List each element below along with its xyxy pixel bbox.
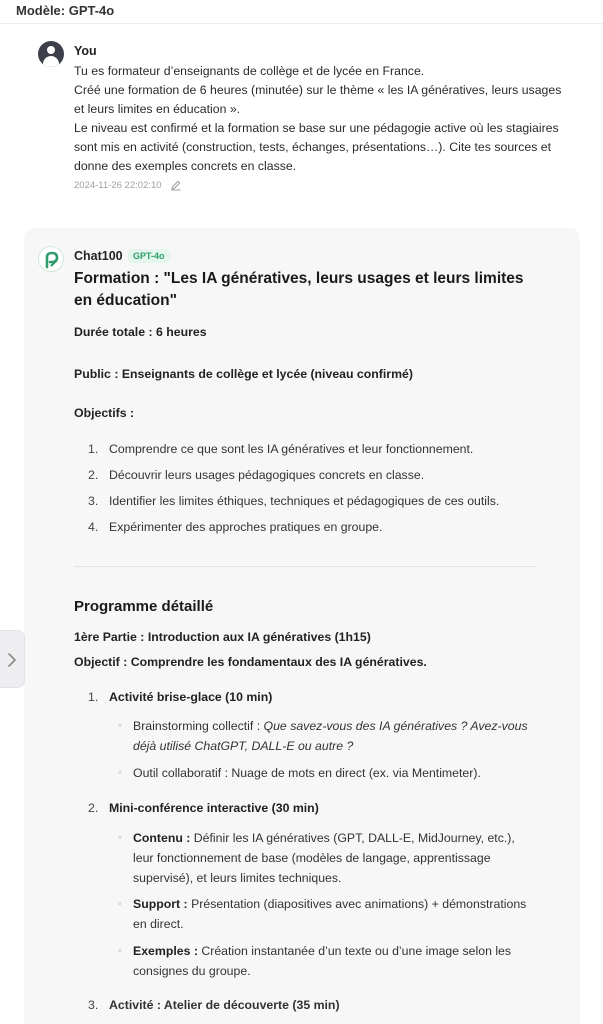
message-timestamp: 2024-11-26 22:02:10 bbox=[74, 179, 162, 191]
user-message-line: sont mis en activité (construction, tests, échanges, présentations…). Cite tes sources et bbox=[74, 140, 552, 154]
part1-objective: Objectif : Comprendre les fondamentaux des IA génératives. bbox=[74, 655, 427, 669]
list-item: 3. Identifier les limites éthiques, techniques et pédagogiques de ces outils. bbox=[88, 494, 500, 508]
bullet-item: ◦ Outil collaboratif : Nuage de mots en direct (ex. via Mentimeter). bbox=[118, 766, 481, 780]
assistant-name: Chat100 bbox=[74, 249, 123, 263]
audience-text: Public : Enseignants de collège et lycée (niveau confirmé) bbox=[74, 367, 413, 381]
user-message-line: Tu es formateur d’enseignants de collège et de lycée en France. bbox=[74, 64, 425, 78]
bullet-item: ◦ Support : Présentation (diapositives avec animations) + démonstrations en direct. bbox=[118, 897, 527, 931]
user-message-line: et leurs limites en éducation ». bbox=[74, 102, 241, 116]
divider bbox=[74, 566, 536, 567]
response-title: Formation : "Les IA génératives, leurs usages et leurs limites en éducation" bbox=[74, 270, 524, 309]
user-message-line: Le niveau est confirmé et la formation se base sur une pédagogie active où les stagiaires bbox=[74, 121, 559, 135]
user-name: You bbox=[74, 44, 97, 58]
user-avatar bbox=[38, 41, 64, 67]
list-item: 2. Découvrir leurs usages pédagogiques concrets en classe. bbox=[88, 468, 425, 482]
chat100-logo-icon bbox=[38, 246, 64, 272]
activity-item: 2. Mini-conférence interactive (30 min) bbox=[88, 801, 319, 815]
activity-item: 1. Activité brise-glace (10 min) bbox=[88, 690, 273, 704]
part1-title: 1ère Partie : Introduction aux IA génératives (1h15) bbox=[74, 630, 371, 644]
objectives-label: Objectifs : bbox=[74, 406, 135, 420]
pencil-icon[interactable] bbox=[170, 179, 182, 191]
user-message-line: donne des exemples concrets en classe. bbox=[74, 159, 297, 173]
sidebar-toggle[interactable] bbox=[0, 630, 25, 688]
message-meta bbox=[74, 179, 182, 191]
duration-text: Durée totale : 6 heures bbox=[74, 325, 207, 339]
bullet-item: ◦ Contenu : Définir les IA génératives (GPT, DALL-E, MidJourney, etc.), leur fonctionnement de base (modèles de langage, apprentissage supervisé), et leurs limites techniques. bbox=[118, 831, 515, 885]
user-message-text bbox=[74, 62, 574, 176]
user-message-line: Créé une formation de 6 heures (minutée) sur le thème « les IA génératives, leurs usages bbox=[74, 83, 562, 97]
activity-item: 3. Activité : Atelier de découverte (35 min) bbox=[88, 998, 340, 1012]
bullet-item: ◦ Exemples : Création instantanée d’un texte ou d’une image selon les consignes du groupe. bbox=[118, 944, 512, 978]
list-item: 1. Comprendre ce que sont les IA génératives et leur fonctionnement. bbox=[88, 442, 474, 456]
program-title: Programme détaillé bbox=[74, 598, 214, 615]
list-item: 4. Expérimenter des approches pratiques en groupe. bbox=[88, 520, 383, 534]
top-bar bbox=[0, 0, 603, 24]
model-label[interactable]: Modèle: GPT-4o bbox=[16, 3, 115, 18]
chevron-right-icon bbox=[7, 653, 17, 667]
model-badge: GPT-4o bbox=[128, 249, 170, 263]
bullet-item: ◦ Brainstorming collectif : Que savez-vous des IA génératives ? Avez-vous déjà utilisé ChatGPT, DALL-E ou autre ? bbox=[118, 719, 528, 753]
